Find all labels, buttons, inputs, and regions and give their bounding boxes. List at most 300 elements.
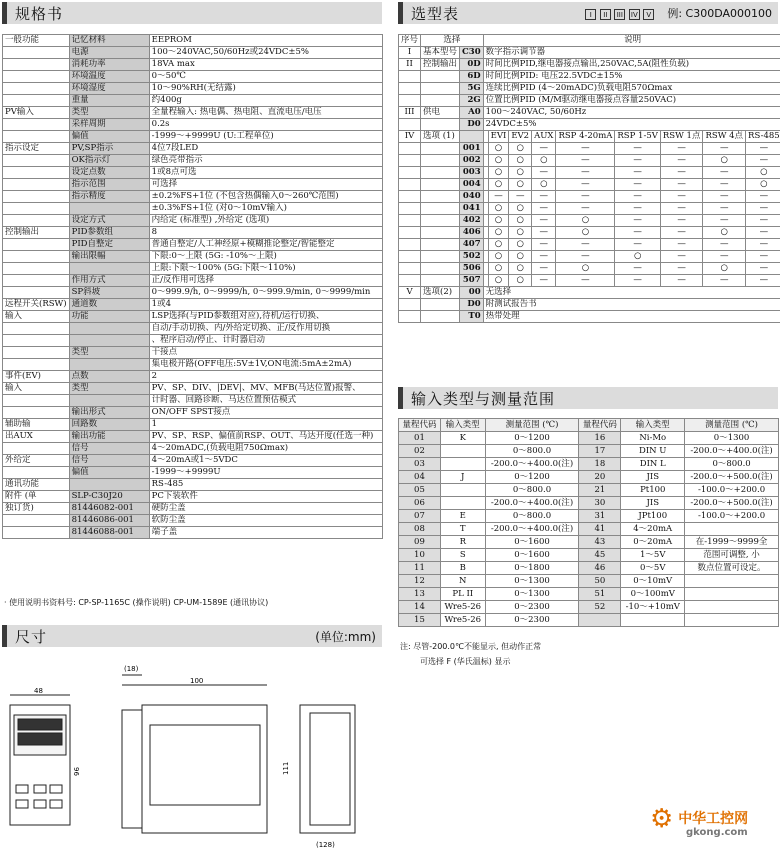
width-48: 48	[34, 687, 43, 695]
option-mark: —	[488, 191, 509, 203]
spec-row	[3, 515, 383, 527]
option-code: 002	[460, 155, 484, 167]
range-cell: 43	[579, 536, 621, 549]
option-box: I	[585, 9, 596, 20]
range-cell: R	[440, 536, 485, 549]
option-mark: ○	[509, 251, 532, 263]
option-row	[399, 227, 780, 239]
spec-group	[3, 287, 70, 299]
sel-name	[421, 251, 460, 263]
option-mark: ○	[488, 239, 509, 251]
range-cell	[685, 601, 779, 614]
spec-value: EEPROM	[149, 35, 382, 47]
range-cell: 51	[579, 588, 621, 601]
spec-group	[3, 359, 70, 371]
range-head: 测量范围 (℃)	[485, 419, 579, 432]
range-cell: 50	[579, 575, 621, 588]
sel-no	[399, 299, 421, 311]
sel-no	[399, 215, 421, 227]
option-mark: ○	[488, 179, 509, 191]
spec-key: 类型	[69, 383, 149, 395]
range-cell: 10	[399, 549, 441, 562]
spec-row	[3, 347, 383, 359]
spec-key	[69, 203, 149, 215]
sel-name: 选项(2)	[421, 287, 460, 299]
spec-value: 10～90%RH(无结露)	[149, 83, 382, 95]
spec-value: -1999～+9999U	[149, 467, 382, 479]
spec-value: ±0.2%FS+1位 (不包含热偶输入0～260℃范围)	[149, 191, 382, 203]
option-mark: —	[532, 239, 556, 251]
range-cell: 21	[579, 484, 621, 497]
sel-name	[421, 155, 460, 167]
option-row	[399, 263, 780, 275]
range-cell: -100.0～+200.0	[685, 484, 779, 497]
rear-view	[300, 705, 355, 833]
spec-group	[3, 59, 70, 71]
option-mark: ○	[509, 239, 532, 251]
spec-value: 1或4	[149, 299, 382, 311]
spec-key: 环境湿度	[69, 83, 149, 95]
spec-value: 4～20mA或1～5VDC	[149, 455, 382, 467]
range-cell: B	[440, 562, 485, 575]
option-box: III	[614, 9, 625, 20]
sel-no: II	[399, 59, 421, 71]
spec-group: 辅助输	[3, 419, 70, 431]
sel-code: 5G	[460, 83, 484, 95]
range-cell: 在-1999～9999全	[685, 536, 779, 549]
option-box: IV	[629, 9, 640, 20]
option-code: 003	[460, 167, 484, 179]
spec-value: 可选择	[149, 179, 382, 191]
option-mark: —	[615, 179, 660, 191]
range-cell: 03	[399, 458, 441, 471]
sel-name	[421, 203, 460, 215]
range-cell	[440, 445, 485, 458]
sel-name	[421, 119, 460, 131]
sel-desc: 100～240VAC, 50/60Hz	[483, 107, 780, 119]
watermark	[650, 804, 749, 840]
spec-key: 信号	[69, 455, 149, 467]
range-cell: K	[440, 432, 485, 445]
spec-key: 81446088-001	[69, 527, 149, 539]
spec-row	[3, 215, 383, 227]
option-mark: —	[660, 251, 703, 263]
sel-no	[399, 311, 421, 323]
spec-value: 4位7段LED	[149, 143, 382, 155]
spec-value: 内给定 (标准型) ,外给定 (选项)	[149, 215, 382, 227]
option-mark: —	[556, 155, 615, 167]
spec-row	[3, 311, 383, 323]
range-cell: 0～800.0	[485, 484, 579, 497]
range-cell: 07	[399, 510, 441, 523]
spec-value: 正/反作用可选择	[149, 275, 382, 287]
option-mark: —	[556, 251, 615, 263]
option-mark: ○	[509, 203, 532, 215]
sel-no	[399, 191, 421, 203]
spec-value: 4～20mADC,(负载电阻750Ωmax)	[149, 443, 382, 455]
spec-row	[3, 371, 383, 383]
range-cell: 1～5V	[621, 549, 685, 562]
option-mark: —	[556, 191, 615, 203]
gear-icon: ⚙	[650, 804, 674, 834]
range-cell: N	[440, 575, 485, 588]
sel-no	[399, 263, 421, 275]
spec-key: 偏值	[69, 467, 149, 479]
range-cell: 30	[579, 497, 621, 510]
sel-no	[399, 167, 421, 179]
sel-name: 控制输出	[421, 59, 460, 71]
option-mark: —	[615, 239, 660, 251]
spec-value: 计时器、回路诊断、马达位置预估模式	[149, 395, 382, 407]
input-range-title: 输入类型与测量范围	[411, 389, 556, 408]
range-cell: -200.0～+400.0(注)	[485, 458, 579, 471]
range-cell: Wre5-26	[440, 614, 485, 627]
spec-key: 作用方式	[69, 275, 149, 287]
input-range-header	[398, 387, 778, 409]
spec-group	[3, 155, 70, 167]
option-code: 041	[460, 203, 484, 215]
spec-key: PID自整定	[69, 239, 149, 251]
spec-key	[69, 359, 149, 371]
option-mark: —	[746, 191, 780, 203]
dimension-unit: (单位:mm)	[315, 629, 376, 644]
spec-row	[3, 35, 383, 47]
option-code: 502	[460, 251, 484, 263]
option-row	[399, 215, 780, 227]
sel-no	[399, 203, 421, 215]
option-code: 506	[460, 263, 484, 275]
option-mark: —	[703, 143, 746, 155]
option-mark: ○	[556, 215, 615, 227]
watermark-url: gkong.com	[686, 827, 748, 838]
option-mark: ○	[488, 203, 509, 215]
spec-row	[3, 143, 383, 155]
spec-value: 0～50℃	[149, 71, 382, 83]
option-mark: ○	[509, 155, 532, 167]
spec-group	[3, 263, 70, 275]
sel-code: C30	[460, 47, 484, 59]
option-mark: ○	[746, 167, 780, 179]
spec-group	[3, 527, 70, 539]
range-cell	[440, 497, 485, 510]
spec-key: 采样周期	[69, 119, 149, 131]
spec-group: 指示设定	[3, 143, 70, 155]
range-cell: 18	[579, 458, 621, 471]
option-mark: —	[509, 191, 532, 203]
range-cell: 20	[579, 471, 621, 484]
sel-no	[399, 143, 421, 155]
option-mark: —	[660, 263, 703, 275]
spec-value: 干接点	[149, 347, 382, 359]
range-cell: 08	[399, 523, 441, 536]
spec-group: 控制输出	[3, 227, 70, 239]
spec-group: 一般功能	[3, 35, 70, 47]
range-row	[399, 510, 779, 523]
spec-group: 出AUX	[3, 431, 70, 443]
option-mark: —	[703, 191, 746, 203]
sel-no	[399, 275, 421, 287]
range-cell: 0～2300	[485, 614, 579, 627]
option-mark: —	[532, 251, 556, 263]
range-note-2: 可选择 F (华氏温标) 显示	[420, 657, 511, 666]
option-mark: —	[746, 215, 780, 227]
spec-value: PC下装软件	[149, 491, 382, 503]
spec-row	[3, 443, 383, 455]
example-text: 例: C300DA000100	[667, 7, 772, 20]
spec-value: 普通自整定/人工神经原+模糊推论整定/智能整定	[149, 239, 382, 251]
range-cell: 0～20mA	[621, 536, 685, 549]
spec-value: 18VA max	[149, 59, 382, 71]
option-mark: ○	[509, 275, 532, 287]
option-mark: ○	[532, 179, 556, 191]
range-cell	[579, 614, 621, 627]
spec-value: 端子盖	[149, 527, 382, 539]
spec-group	[3, 47, 70, 59]
sel-desc: 连续比例PID (4～20mADC)负载电阻570Ωmax	[483, 83, 780, 95]
spec-row	[3, 503, 383, 515]
spec-value: 集电极开路(OFF电压:5V±1V,ON电流:5mA±2mA)	[149, 359, 382, 371]
sel-desc: 数字指示调节器	[483, 47, 780, 59]
option-mark: —	[532, 263, 556, 275]
range-cell: 0～1600	[485, 536, 579, 549]
range-cell: 05	[399, 484, 441, 497]
dimension-header	[2, 625, 382, 647]
spec-key: 指示精度	[69, 191, 149, 203]
sel-desc: 时间比例PID,继电器接点输出,250VAC,5A(阻性负载)	[483, 59, 780, 71]
sel-no	[399, 119, 421, 131]
sel-desc: 附测试报告书	[483, 299, 780, 311]
spec-row	[3, 431, 383, 443]
range-cell: 31	[579, 510, 621, 523]
range-cell: 02	[399, 445, 441, 458]
range-cell: T	[440, 523, 485, 536]
spec-group	[3, 215, 70, 227]
spec-row	[3, 275, 383, 287]
range-cell: S	[440, 549, 485, 562]
sel-code: D0	[460, 119, 484, 131]
spec-row	[3, 455, 383, 467]
spec-row	[3, 119, 383, 131]
spec-row	[3, 167, 383, 179]
spec-row	[3, 287, 383, 299]
range-cell	[685, 614, 779, 627]
sel-no	[399, 71, 421, 83]
option-mark: ○	[703, 155, 746, 167]
sel-no	[399, 227, 421, 239]
spec-key: 通道数	[69, 299, 149, 311]
option-mark: —	[703, 215, 746, 227]
spec-value: 2	[149, 371, 382, 383]
range-row	[399, 484, 779, 497]
spec-value: 8	[149, 227, 382, 239]
range-head: 输入类型	[440, 419, 485, 432]
spec-value: 绿色亮带指示	[149, 155, 382, 167]
sel-code: 6D	[460, 71, 484, 83]
option-mark: —	[556, 275, 615, 287]
range-cell: 数点位置可设定。	[685, 562, 779, 575]
sel-name	[421, 71, 460, 83]
option-mark: ○	[488, 251, 509, 263]
spec-row	[3, 467, 383, 479]
option-mark: —	[556, 179, 615, 191]
option-row	[399, 251, 780, 263]
spec-row	[3, 395, 383, 407]
sel-row	[399, 71, 780, 83]
option-mark: —	[746, 263, 780, 275]
sel-no: I	[399, 47, 421, 59]
front-view	[10, 695, 70, 825]
dimension-drawing	[0, 655, 390, 865]
spec-group	[3, 515, 70, 527]
sel-row	[399, 59, 780, 71]
range-cell: -200.0～+400.0(注)	[485, 523, 579, 536]
spec-group	[3, 95, 70, 107]
range-cell: 0～2300	[485, 601, 579, 614]
spec-key: 重量	[69, 95, 149, 107]
spec-value: 1或8点可选	[149, 167, 382, 179]
sel-no	[399, 155, 421, 167]
sel-name	[421, 143, 460, 155]
spec-row	[3, 155, 383, 167]
sel-name	[421, 299, 460, 311]
sel-name	[421, 191, 460, 203]
option-mark: —	[556, 239, 615, 251]
option-mark: —	[746, 275, 780, 287]
dimension-title: 尺寸	[15, 627, 48, 646]
range-cell: DIN U	[621, 445, 685, 458]
select-example	[585, 5, 772, 21]
range-cell: 11	[399, 562, 441, 575]
option-row	[399, 155, 780, 167]
range-cell: 0～1600	[485, 549, 579, 562]
spec-key: 输出形式	[69, 407, 149, 419]
spec-row	[3, 419, 383, 431]
option-mark: —	[660, 143, 703, 155]
spec-key	[69, 395, 149, 407]
option-mark: —	[615, 167, 660, 179]
spec-value: 0～999.9/h, 0～9999/h, 0～999.9/min, 0～9999/min	[149, 287, 382, 299]
range-cell: 14	[399, 601, 441, 614]
sel-name: 基本型号	[421, 47, 460, 59]
spec-key: 81446086-001	[69, 515, 149, 527]
sel-name: 选项 (1)	[421, 131, 460, 143]
range-row	[399, 575, 779, 588]
range-head: 输入类型	[621, 419, 685, 432]
option-mark: —	[532, 215, 556, 227]
spec-group	[3, 71, 70, 83]
range-cell: 0～10mV	[621, 575, 685, 588]
sel-name	[421, 83, 460, 95]
option-mark: ○	[556, 227, 615, 239]
option-row	[399, 239, 780, 251]
option-mark: ○	[746, 179, 780, 191]
range-row	[399, 562, 779, 575]
spec-value: 1	[149, 419, 382, 431]
spec-group: 外给定	[3, 455, 70, 467]
sel-no: V	[399, 287, 421, 299]
spec-key: SP斜坡	[69, 287, 149, 299]
range-cell: -200.0～+500.0(注)	[685, 497, 779, 510]
spec-group: PV输入	[3, 107, 70, 119]
option-mark: —	[746, 155, 780, 167]
option-code: 407	[460, 239, 484, 251]
spec-value: ON/OFF SPST接点	[149, 407, 382, 419]
depth-128: (128)	[316, 841, 335, 849]
spec-key: 功能	[69, 311, 149, 323]
option-mark: —	[746, 227, 780, 239]
range-cell	[685, 588, 779, 601]
spec-value: 全量程输入: 热电偶、热电阻、直流电压/电压	[149, 107, 382, 119]
option-col-head: AUX	[532, 131, 556, 143]
select-table	[398, 34, 780, 323]
spec-key: 回路数	[69, 419, 149, 431]
spec-group: 输入	[3, 383, 70, 395]
option-code: 402	[460, 215, 484, 227]
range-cell: 06	[399, 497, 441, 510]
range-cell: JPt100	[621, 510, 685, 523]
option-mark: —	[532, 227, 556, 239]
spec-value: PV、SP、DIV、|DEV|、MV、MFB(马达位置)报警、	[149, 383, 382, 395]
spec-value: 下限:0～上限 (5G: -10%～上限)	[149, 251, 382, 263]
range-cell: 0～1800	[485, 562, 579, 575]
sel-code: D0	[460, 299, 484, 311]
side-view	[122, 675, 267, 833]
option-mark: —	[615, 203, 660, 215]
option-mark: —	[615, 191, 660, 203]
option-mark: ○	[509, 215, 532, 227]
spec-group	[3, 179, 70, 191]
sel-code: A0	[460, 107, 484, 119]
spec-value: 软防尘盖	[149, 515, 382, 527]
range-cell: 4～20mA	[621, 523, 685, 536]
range-cell: 16	[579, 432, 621, 445]
range-row	[399, 458, 779, 471]
spec-group	[3, 467, 70, 479]
spec-row	[3, 59, 383, 71]
sel-no	[399, 239, 421, 251]
range-cell: 0～1300	[485, 575, 579, 588]
range-cell: 0～1300	[485, 588, 579, 601]
spec-row	[3, 203, 383, 215]
sel-name	[421, 179, 460, 191]
option-col-head: RSW 4点	[703, 131, 746, 143]
range-cell: 0～1200	[485, 432, 579, 445]
sel-row	[399, 119, 780, 131]
sel-desc: 时间比例PID: 电压22.5VDC±15%	[483, 71, 780, 83]
spec-title: 规格书	[15, 4, 64, 23]
range-cell: 15	[399, 614, 441, 627]
spec-group	[3, 323, 70, 335]
option-box: II	[600, 9, 611, 20]
spec-value: 、程序启动/停止、计时器启动	[149, 335, 382, 347]
spec-key: PV,SP指示	[69, 143, 149, 155]
spec-row	[3, 179, 383, 191]
range-row	[399, 471, 779, 484]
option-mark: ○	[509, 263, 532, 275]
spec-row	[3, 71, 383, 83]
select-title: 选型表	[411, 4, 460, 23]
range-cell: 范围可调整, 小	[685, 549, 779, 562]
spec-key: 指示范围	[69, 179, 149, 191]
sel-no	[399, 83, 421, 95]
spec-key	[69, 335, 149, 347]
range-cell	[685, 523, 779, 536]
option-mark: —	[660, 203, 703, 215]
spec-row	[3, 191, 383, 203]
sel-code: 2G	[460, 95, 484, 107]
option-mark: —	[703, 251, 746, 263]
sel-no: III	[399, 107, 421, 119]
